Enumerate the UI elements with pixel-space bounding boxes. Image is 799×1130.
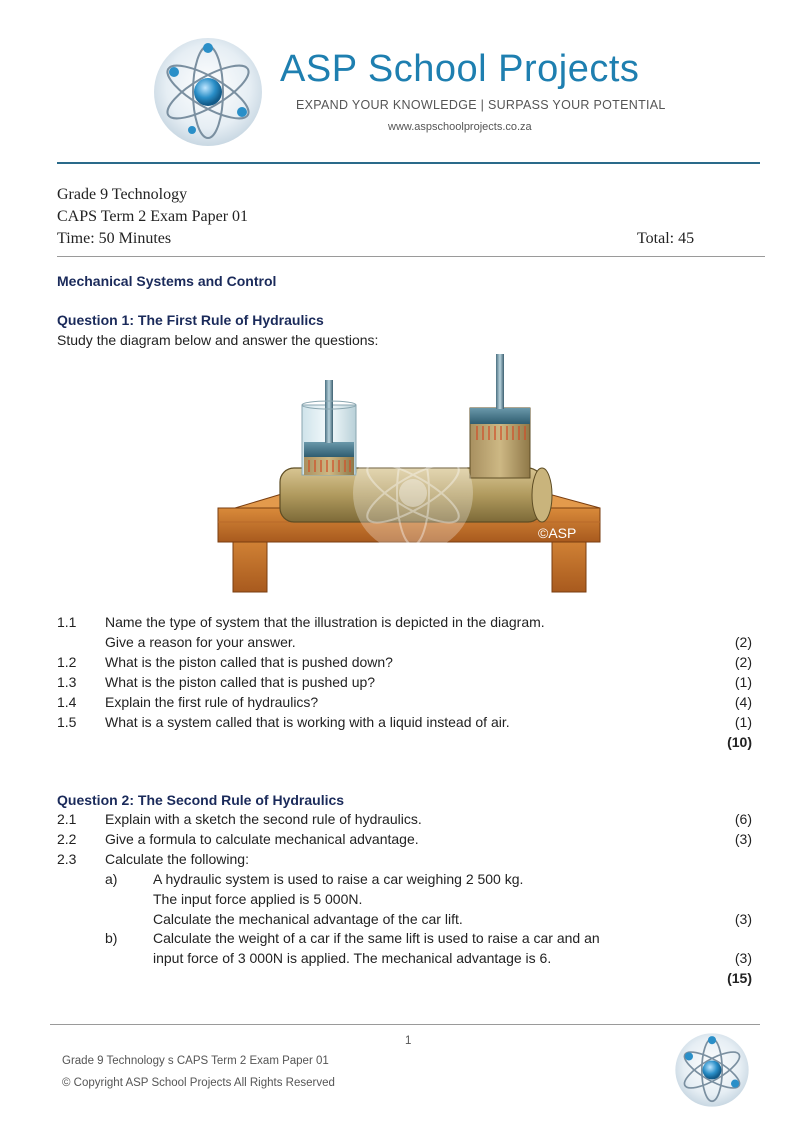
footer-line-2: © Copyright ASP School Projects All Rights Reserved <box>62 1077 335 1089</box>
exam-time: Time: 50 Minutes <box>57 230 172 247</box>
section-title: Mechanical Systems and Control <box>57 273 277 289</box>
q1-2-number: 1.2 <box>57 654 77 670</box>
q2-2-text: Give a formula to calculate mechanical advantage. <box>105 831 419 847</box>
exam-paper: CAPS Term 2 Exam Paper 01 <box>57 208 249 225</box>
q1-2-mark: (2) <box>734 654 752 670</box>
q2-title: Question 2: The Second Rule of Hydraulics <box>57 792 345 808</box>
q2-3b-line-2: input force of 3 000N is applied. The mechanical advantage is 6. <box>153 950 552 966</box>
brand-url: www.aspschoolprojects.co.za <box>388 121 532 133</box>
q2-2-mark: (3) <box>734 831 752 847</box>
q1-instruction: Study the diagram below and answer the questions: <box>57 332 379 348</box>
brand-tagline: EXPAND YOUR KNOWLEDGE | SURPASS YOUR POTENTIAL <box>296 98 666 112</box>
q2-3a-label: a) <box>105 871 118 887</box>
q2-3a-line-1: A hydraulic system is used to raise a car weighing 2 500 kg. <box>153 871 524 887</box>
q1-1-number: 1.1 <box>57 614 77 630</box>
q2-2-number: 2.2 <box>57 831 77 847</box>
q2-3b-line-1: Calculate the weight of a car if the same lift is used to raise a car and an <box>153 930 600 946</box>
q1-1-mark: (2) <box>734 634 752 650</box>
exam-total: Total: 45 <box>637 230 695 247</box>
footer-atom-logo <box>674 1032 750 1108</box>
page-number: 1 <box>405 1035 412 1047</box>
watermark-atom-icon <box>353 433 473 553</box>
exam-grade: Grade 9 Technology <box>57 186 188 203</box>
q1-2-text: What is the piston called that is pushed down? <box>105 654 393 670</box>
q1-5-number: 1.5 <box>57 714 77 730</box>
q1-3-number: 1.3 <box>57 674 77 690</box>
footer-line-1: Grade 9 Technology s CAPS Term 2 Exam Paper 01 <box>62 1055 329 1067</box>
hydraulic-diagram <box>215 350 605 595</box>
info-divider <box>57 256 765 257</box>
q1-3-mark: (1) <box>734 674 752 690</box>
q1-3-text: What is the piston called that is pushed up? <box>105 674 376 690</box>
q2-3a-line-3: Calculate the mechanical advantage of the car lift. <box>153 911 463 927</box>
footer-divider <box>50 1024 760 1025</box>
diagram-watermark: ©ASP <box>538 525 577 541</box>
atom-logo <box>152 36 264 148</box>
q1-4-text: Explain the first rule of hydraulics? <box>105 694 319 710</box>
q1-1-text: Name the type of system that the illustration is depicted in the diagram. <box>105 614 545 630</box>
q2-1-mark: (6) <box>734 811 752 827</box>
q2-1-text: Explain with a sketch the second rule of hydraulics. <box>105 811 422 827</box>
q1-5-text: What is a system called that is working with a liquid instead of air. <box>105 714 510 730</box>
q1-total: (10) <box>727 734 752 750</box>
q2-3a-mark: (3) <box>734 911 752 927</box>
q1-4-mark: (4) <box>734 694 752 710</box>
header-divider <box>57 162 760 164</box>
q2-3b-mark: (3) <box>734 950 752 966</box>
q2-total: (15) <box>727 970 752 986</box>
q1-title: Question 1: The First Rule of Hydraulics <box>57 312 324 328</box>
q1-5-mark: (1) <box>734 714 752 730</box>
q2-3-number: 2.3 <box>57 851 77 867</box>
q2-3-text: Calculate the following: <box>105 851 249 867</box>
q2-3a-line-2: The input force applied is 5 000N. <box>153 891 363 907</box>
brand-title: ASP School Projects <box>280 48 640 90</box>
q2-1-number: 2.1 <box>57 811 77 827</box>
q1-1-text-2: Give a reason for your answer. <box>105 634 296 650</box>
q1-4-number: 1.4 <box>57 694 77 710</box>
q2-3b-label: b) <box>105 930 118 946</box>
